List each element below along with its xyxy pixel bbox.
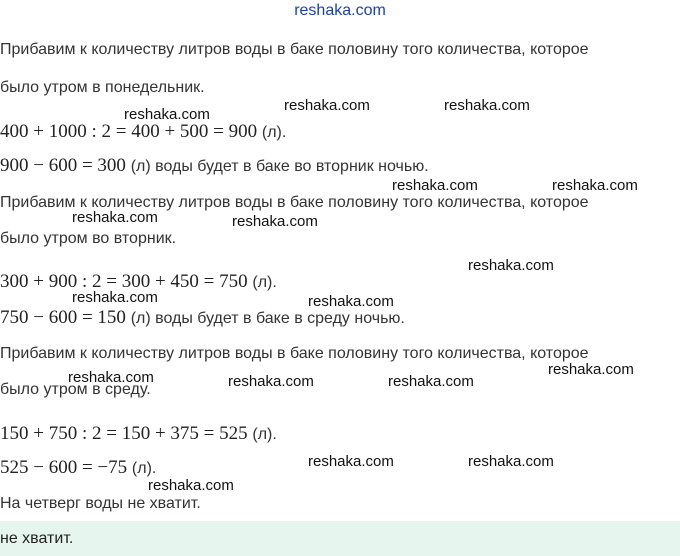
math-tail-2: (л) воды будет в баке во вторник ночью. bbox=[130, 158, 429, 175]
math-expr-1: 400 + 1000 : 2 = 400 + 500 = 900 bbox=[0, 121, 258, 142]
math-expr-5: 150 + 750 : 2 = 150 + 375 = 525 bbox=[0, 423, 248, 444]
math-tail-4: (л) воды будет в баке в среду ночью. bbox=[130, 310, 405, 327]
text-line-4: было утром во вторник. bbox=[0, 230, 177, 247]
answer-text: не хватит. bbox=[0, 530, 74, 547]
watermark: reshaka.com bbox=[72, 289, 158, 306]
math-expr-3: 300 + 900 : 2 = 300 + 450 = 750 bbox=[0, 271, 248, 292]
watermark: reshaka.com bbox=[308, 453, 394, 470]
watermark: reshaka.com bbox=[72, 209, 158, 226]
watermark: reshaka.com bbox=[552, 177, 638, 194]
text-line-2: было утром в понедельник. bbox=[0, 79, 205, 96]
math-line-5 bbox=[0, 423, 277, 445]
watermark: reshaka.com bbox=[548, 361, 634, 378]
watermark: reshaka.com bbox=[392, 177, 478, 194]
watermark: reshaka.com bbox=[444, 97, 530, 114]
math-line-1 bbox=[0, 121, 286, 143]
watermark: reshaka.com bbox=[308, 293, 394, 310]
watermark: reshaka.com bbox=[124, 106, 210, 123]
text-line-5: Прибавим к количеству литров воды в баке половину того количества, которое bbox=[0, 345, 589, 362]
math-line-2 bbox=[0, 155, 429, 177]
math-expr-2: 900 − 600 = 300 bbox=[0, 155, 126, 176]
watermark: reshaka.com bbox=[232, 213, 318, 230]
math-line-4 bbox=[0, 307, 405, 329]
text-line-6: было утром в среду. bbox=[0, 381, 151, 398]
math-expr-4: 750 − 600 = 150 bbox=[0, 307, 126, 328]
math-line-6 bbox=[0, 457, 156, 479]
watermark: reshaka.com bbox=[68, 369, 154, 386]
text-line-7: На четверг воды не хватит. bbox=[0, 495, 201, 512]
watermark: reshaka.com bbox=[228, 373, 314, 390]
math-unit-5: (л). bbox=[252, 426, 277, 443]
answer-box bbox=[0, 521, 680, 556]
watermark: reshaka.com bbox=[148, 477, 234, 494]
watermark: reshaka.com bbox=[468, 453, 554, 470]
site-title[interactable]: reshaka.com bbox=[294, 2, 386, 19]
math-unit-6: (л). bbox=[131, 460, 157, 477]
watermark: reshaka.com bbox=[388, 373, 474, 390]
watermark: reshaka.com bbox=[468, 257, 554, 274]
math-unit-1: (л). bbox=[261, 124, 287, 141]
text-line-3: Прибавим к количеству литров воды в баке половину того количества, которое bbox=[0, 194, 589, 211]
math-unit-3: (л). bbox=[252, 274, 277, 291]
math-expr-6: 525 − 600 = −75 bbox=[0, 457, 128, 478]
text-line-1: Прибавим к количеству литров воды в баке половину того количества, которое bbox=[0, 41, 589, 58]
watermark: reshaka.com bbox=[284, 97, 370, 114]
